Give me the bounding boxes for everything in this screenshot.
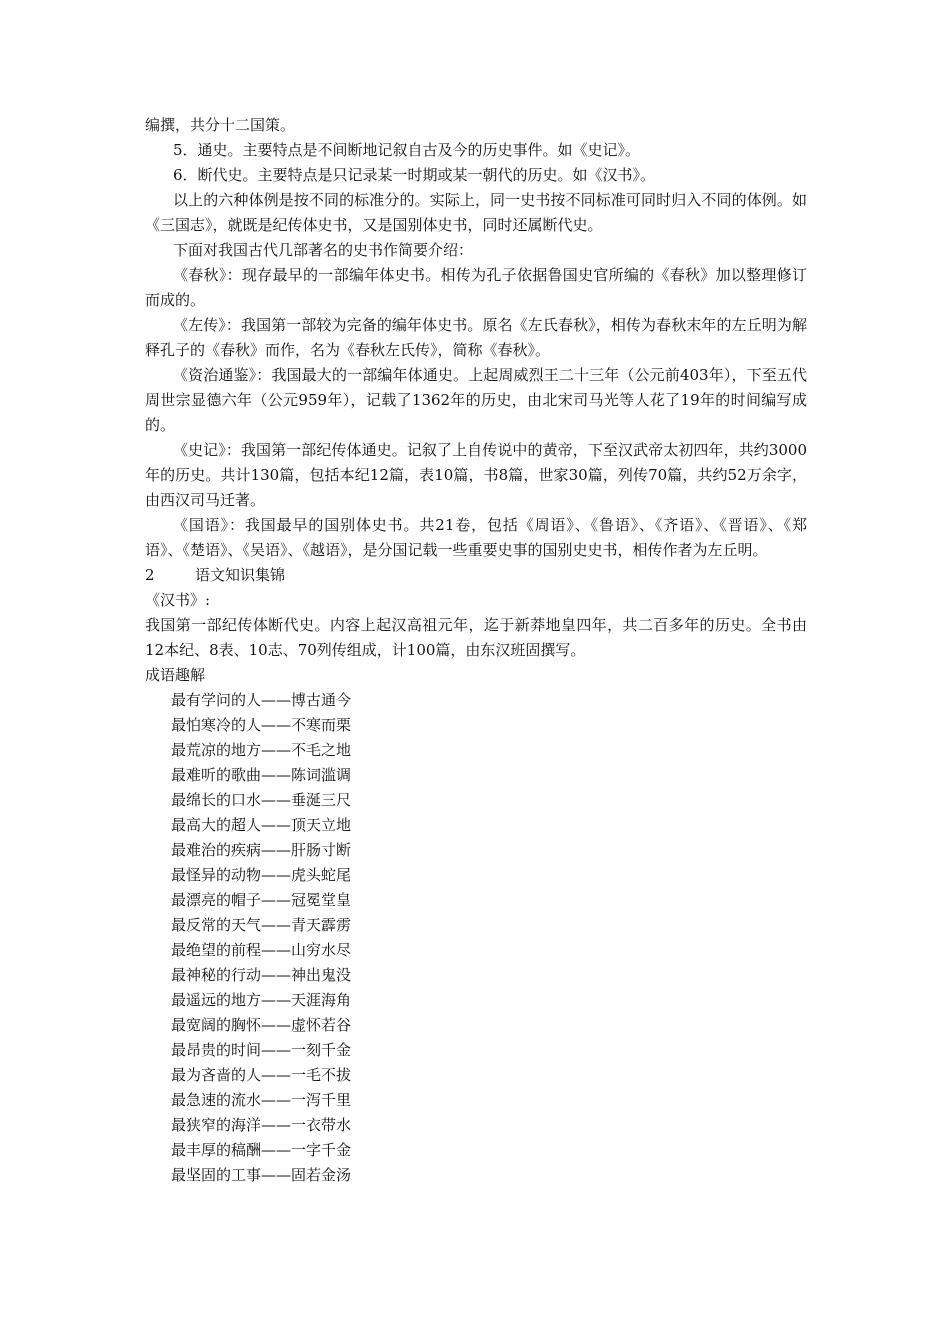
section-title: 语文知识集锦 bbox=[195, 566, 286, 584]
idiom-item: 最漂亮的帽子——冠冕堂皇 bbox=[171, 891, 352, 909]
idiom-item: 最狭窄的海洋——一衣带水 bbox=[171, 1116, 352, 1134]
idiom-item: 最难听的歌曲——陈词滥调 bbox=[171, 766, 352, 784]
idiom-item: 最高大的超人——顶天立地 bbox=[171, 816, 352, 834]
paragraph: 6．断代史。主要特点是只记录某一时期或某一朝代的历史。如《汉书》。 bbox=[173, 166, 656, 184]
idiom-item: 最难治的疾病——肝肠寸断 bbox=[171, 841, 352, 859]
idiom-item: 最荒凉的地方——不毛之地 bbox=[171, 741, 352, 759]
idiom-item: 最绝望的前程——山穷水尽 bbox=[171, 941, 352, 959]
paragraph: 下面对我国古代几部著名的史书作简要介绍： bbox=[173, 241, 474, 259]
hanshu-title: 《汉书》: bbox=[145, 591, 211, 609]
section-number: 2 bbox=[145, 566, 155, 584]
idiom-item: 最反常的天气——青天霹雳 bbox=[171, 916, 352, 934]
idiom-list bbox=[145, 688, 807, 1188]
paragraph: 5．通史。主要特点是不间断地记叙自古及今的历史事件。如《史记》。 bbox=[173, 141, 641, 159]
idiom-item: 最怕寒冷的人——不寒而栗 bbox=[171, 716, 352, 734]
paragraph: 编撰，共分十二国策。 bbox=[145, 116, 296, 134]
idiom-item: 最昂贵的时间——一刻千金 bbox=[171, 1041, 352, 1059]
paragraph: 《国语》：我国最早的国别体史书。共21卷，包括《周语》、《鲁语》、《齐语》、《晋语》、《郑语》、《楚语》、《吴语》、《越语》，是分国记载一些重要史事的国别史史书，相传作者为左丘明。 bbox=[145, 516, 807, 559]
paragraph: 《史记》：我国第一部纪传体通史。记叙了上自传说中的黄帝，下至汉武帝太初四年，共约3000年的历史。共计130篇，包括本纪12篇，表10篇，书8篇，世家30篇，列传70篇，共约52万余字，由西汉司马迁著。 bbox=[145, 441, 807, 509]
paragraph: 《资治通鉴》：我国最大的一部编年体通史。上起周威烈王二十三年（公元前403年），下至五代周世宗显德六年（公元959年），记载了1362年的历史，由北宋司马光等人花了19年的时间编写成的。 bbox=[145, 366, 807, 434]
idiom-item: 最丰厚的稿酬——一字千金 bbox=[171, 1141, 352, 1159]
idiom-item: 最急速的流水——一泻千里 bbox=[171, 1091, 352, 1109]
section-heading bbox=[145, 563, 807, 588]
idiom-item: 最为吝啬的人——一毛不拔 bbox=[171, 1066, 352, 1084]
idiom-heading: 成语趣解 bbox=[145, 666, 206, 684]
idiom-item: 最坚固的工事——固若金汤 bbox=[171, 1166, 352, 1184]
document-page bbox=[145, 113, 807, 1188]
idiom-item: 最神秘的行动——神出鬼没 bbox=[171, 966, 352, 984]
idiom-item: 最遥远的地方——天涯海角 bbox=[171, 991, 352, 1009]
paragraph: 《春秋》：现存最早的一部编年体史书。相传为孔子依据鲁国史官所编的《春秋》加以整理修订而成的。 bbox=[145, 266, 807, 309]
history-text bbox=[145, 113, 807, 563]
idiom-item: 最怪异的动物——虎头蛇尾 bbox=[171, 866, 352, 884]
hanshu-body: 我国第一部纪传体断代史。内容上起汉高祖元年，迄于新莽地皇四年，共二百多年的历史。全书由12本纪、8表、10志、70列传组成，计100篇，由东汉班固撰写。 bbox=[145, 616, 807, 659]
idiom-item: 最绵长的口水——垂涎三尺 bbox=[171, 791, 352, 809]
paragraph: 以上的六种体例是按不同的标准分的。实际上，同一史书按不同标准可同时归入不同的体例。如《三国志》，就既是纪传体史书，又是国别体史书，同时还属断代史。 bbox=[145, 191, 807, 234]
idiom-item: 最宽阔的胸怀——虚怀若谷 bbox=[171, 1016, 352, 1034]
paragraph: 《左传》：我国第一部较为完备的编年体史书。原名《左氏春秋》，相传为春秋末年的左丘明为解释孔子的《春秋》而作，名为《春秋左氏传》，简称《春秋》。 bbox=[145, 316, 807, 359]
idiom-item: 最有学问的人——博古通今 bbox=[171, 691, 352, 709]
